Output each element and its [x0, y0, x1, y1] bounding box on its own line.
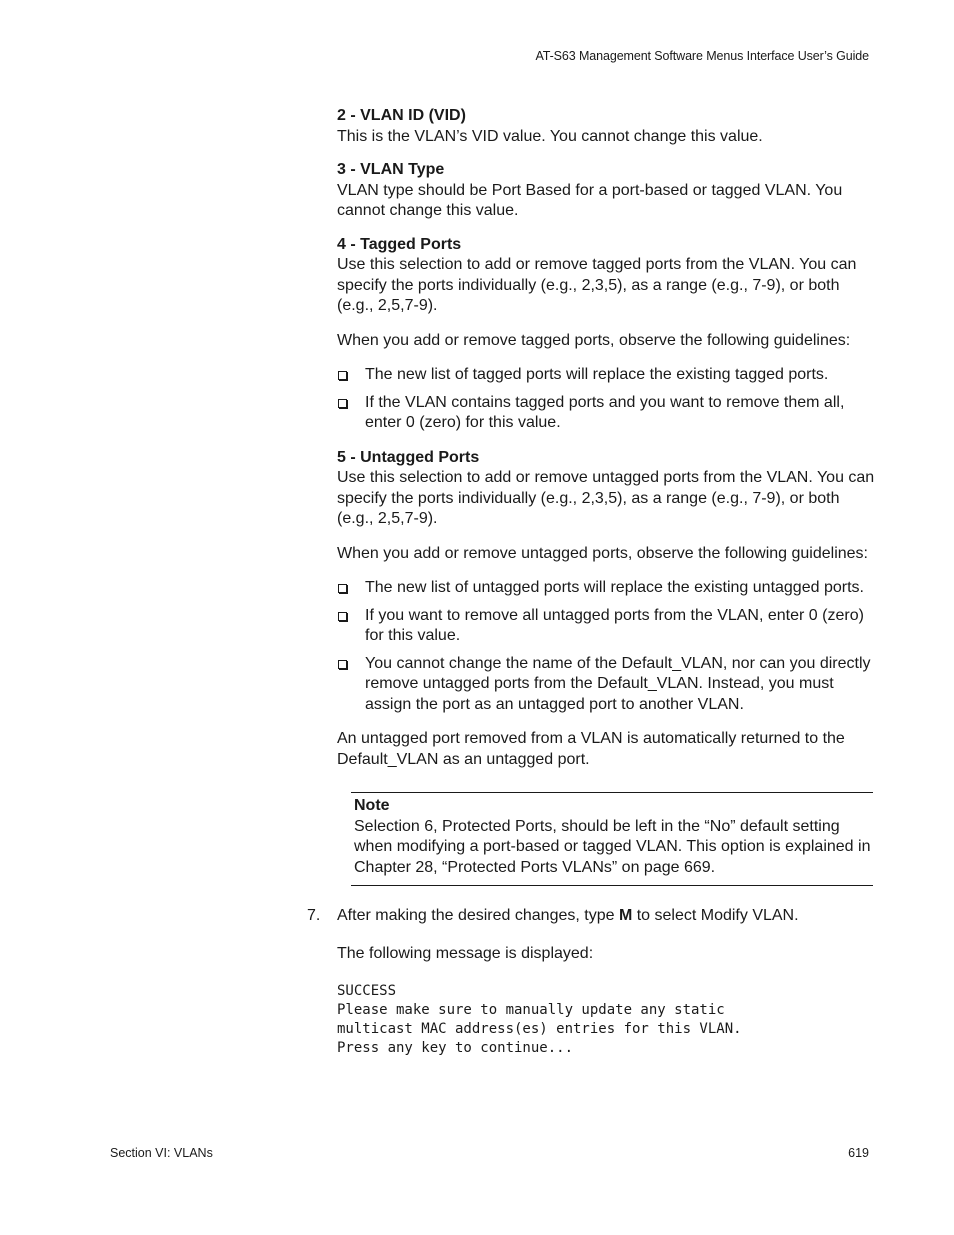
list-item: If you want to remove all untagged ports from the VLAN, enter 0 (zero) for this value.: [337, 606, 877, 647]
code-line: Press any key to continue...: [337, 1040, 574, 1056]
footer-section: Section VI: VLANs: [110, 1146, 213, 1160]
list-item: You cannot change the name of the Default_VLAN, nor can you directly remove untagged ports from the Default_VLAN. Instead, you must assign the port as an untagged port to another VLAN.: [337, 654, 877, 716]
note-title: Note: [354, 797, 390, 814]
vlan-type-text: VLAN type should be Port Based for a port-based or tagged VLAN. You cannot change this value.: [337, 181, 843, 219]
checkbox-bullet-icon: [338, 612, 347, 621]
page-content: [307, 106, 877, 1058]
untagged-ports-heading: 5 - Untagged Ports: [337, 448, 480, 466]
untagged-guidelines-intro: When you add or remove untagged ports, observe the following guidelines:: [337, 544, 868, 562]
code-line: Please make sure to manually update any static: [337, 1002, 725, 1018]
note-text: Selection 6, Protected Ports, should be left in the “No” default setting when modifying a port-based or tagged VLAN. This option is explained in Chapter 28, “Protected Ports VLANs” on page 669.: [354, 817, 871, 876]
checkbox-bullet-icon: [338, 371, 347, 380]
tagged-guidelines-list: [337, 365, 877, 434]
code-line: multicast MAC address(es) entries for this VLAN.: [337, 1021, 742, 1037]
message-intro: The following message is displayed:: [337, 944, 594, 962]
tagged-guidelines-intro: When you add or remove tagged ports, observe the following guidelines:: [337, 331, 851, 349]
tagged-ports-text: Use this selection to add or remove tagged ports from the VLAN. You can specify the ports individually (e.g., 2,3,5), as a range (e.g., 7-9), or both (e.g., 2,5,7-9).: [337, 256, 857, 314]
checkbox-bullet-icon: [338, 660, 347, 669]
untagged-guidelines-list: [337, 578, 877, 715]
checkbox-bullet-icon: [338, 584, 347, 593]
untagged-closing-text: An untagged port removed from a VLAN is automatically returned to the Default_VLAN as an untagged port.: [337, 730, 845, 768]
code-line: SUCCESS: [337, 983, 397, 999]
console-message: [337, 982, 877, 1058]
tagged-ports-heading: 4 - Tagged Ports: [337, 235, 462, 253]
untagged-ports-text: Use this selection to add or remove untagged ports from the VLAN. You can specify the ports individually (e.g., 2,3,5), as a range (e.g., 7-9), or both (e.g., 2,5,7-9).: [337, 469, 875, 527]
note-box: [351, 792, 873, 886]
running-header: AT-S63 Management Software Menus Interface User’s Guide: [535, 49, 869, 63]
step-number: 7.: [307, 907, 321, 924]
step-key: M: [618, 907, 633, 924]
checkbox-bullet-icon: [338, 399, 347, 408]
vlan-type-heading: 3 - VLAN Type: [337, 161, 445, 178]
list-item: The new list of tagged ports will replace the existing tagged ports.: [337, 365, 877, 386]
vid-heading: 2 - VLAN ID (VID): [337, 107, 466, 124]
step-text-before: After making the desired changes, type: [337, 907, 619, 924]
step-7: [307, 906, 877, 927]
page-number: 619: [848, 1146, 869, 1160]
list-item: If the VLAN contains tagged ports and you want to remove them all, enter 0 (zero) for this value.: [337, 393, 877, 434]
list-item: The new list of untagged ports will replace the existing untagged ports.: [337, 578, 877, 599]
step-text-after: to select Modify VLAN.: [632, 907, 799, 924]
vid-text: This is the VLAN’s VID value. You cannot change this value.: [337, 127, 763, 145]
